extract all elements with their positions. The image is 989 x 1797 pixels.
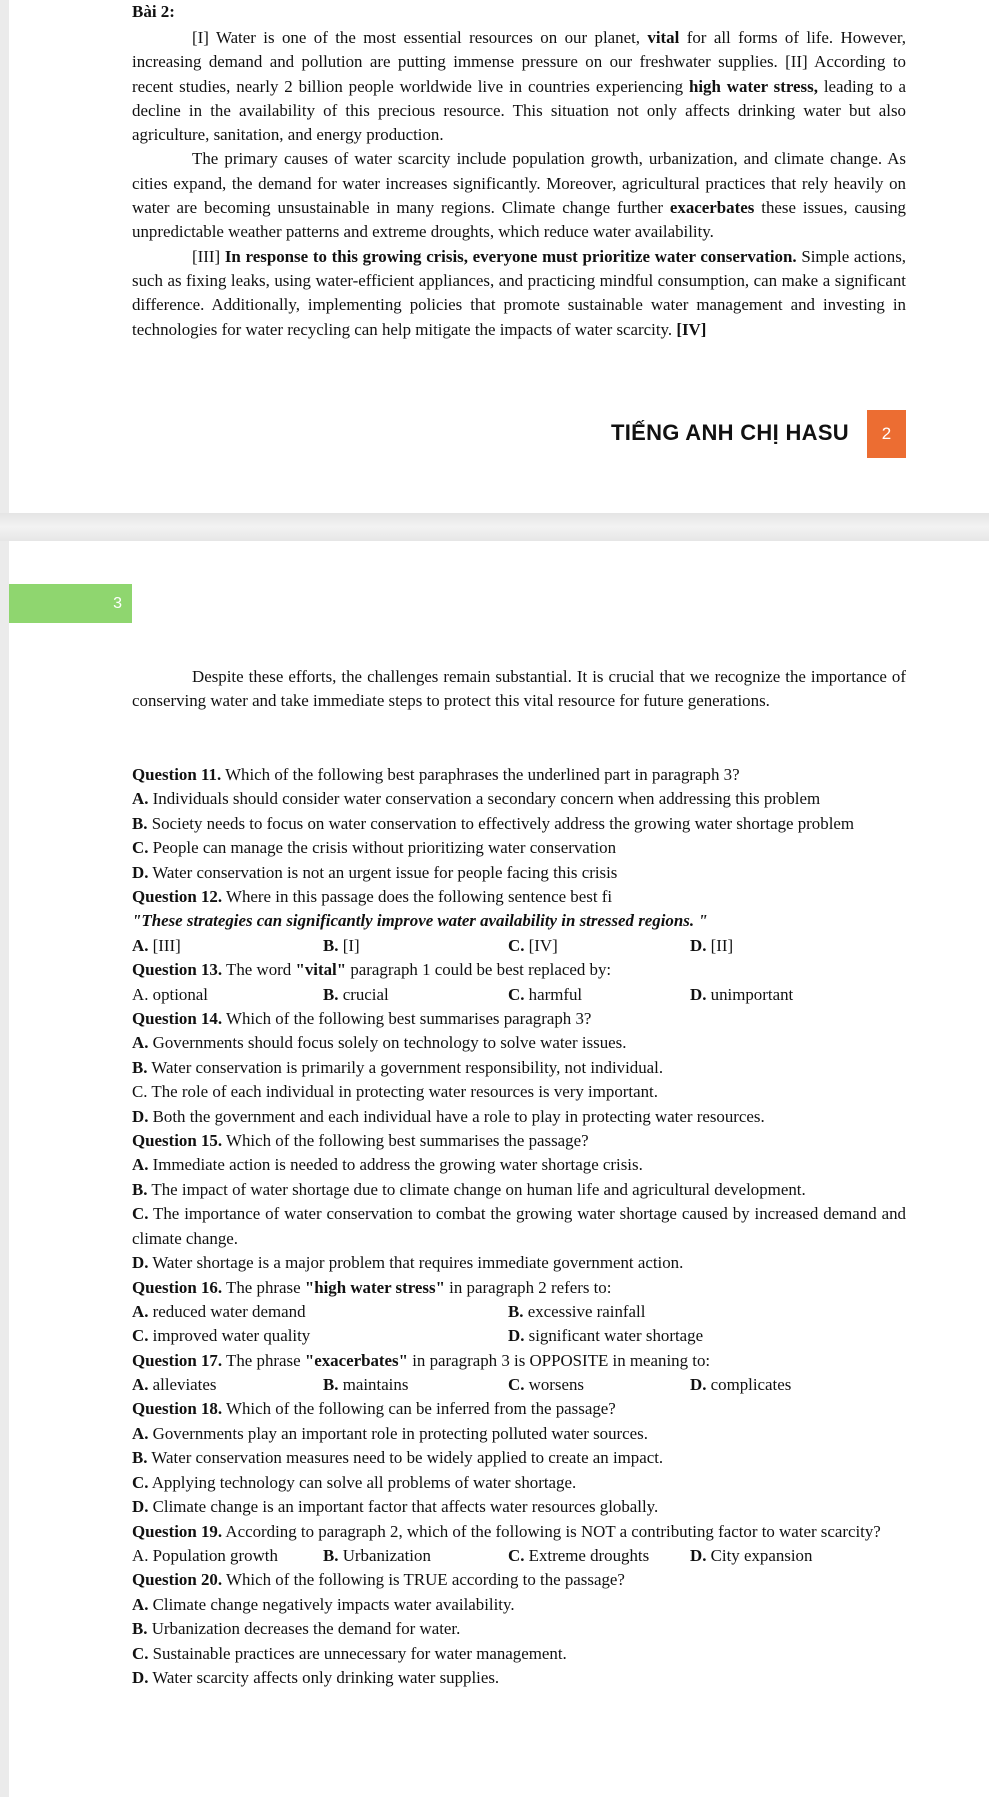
option-16-b[interactable]: B. excessive rainfall [508, 1301, 646, 1321]
options-19 [132, 1544, 906, 1568]
option-17-c[interactable]: C. worsens [508, 1375, 585, 1395]
option-13-d[interactable]: D. unimportant [690, 984, 794, 1004]
question-14: Question 14. Which of the following best summarises paragraph 3? [132, 1009, 592, 1029]
option-19-a[interactable]: A. Population growth [132, 1545, 278, 1565]
page-number-badge: 2 [867, 410, 906, 458]
option-12-d[interactable]: D. [II] [690, 935, 734, 955]
option-15-a[interactable]: A. Immediate action is needed to address the growing water shortage crisis. [132, 1155, 643, 1175]
option-11-d[interactable]: D. Water conservation is not an urgent issue for people facing this crisis [132, 862, 618, 882]
option-19-d[interactable]: D. City expansion [690, 1545, 813, 1565]
option-14-b[interactable]: B. Water conservation is primarily a government responsibility, not individual. [132, 1057, 664, 1077]
option-19-b[interactable]: B. Urbanization [323, 1545, 431, 1565]
word-exacerbates: exacerbates [669, 198, 755, 218]
page-2 [9, 0, 989, 513]
option-16-d[interactable]: D. significant water shortage [508, 1326, 704, 1346]
question-15: Question 15. Which of the following best summarises the passage? [132, 1131, 589, 1151]
question-11: Question 11. Which of the following best paraphrases the underlined part in paragraph 3? [132, 765, 740, 784]
option-19-c[interactable]: C. Extreme droughts [508, 1545, 650, 1565]
option-18-a[interactable]: A. Governments play an important role in protecting polluted water sources. [132, 1423, 648, 1443]
questions [132, 763, 906, 1690]
paragraph-2: The primary causes of water scarcity include population growth, urbanization, and climate change. As cities expand, the demand for water increases significantly. Moreover, agricultural practices that rely heavily on water are becoming unsustainable in many regions. Climate change further exacerbates these issues, causing unpredictable weather patterns and extreme droughts, which reduce water availability. [132, 149, 906, 242]
option-11-b[interactable]: B. Society needs to focus on water conservation to effectively address the growing water shortage problem [132, 813, 855, 833]
options-16-cd [132, 1324, 906, 1348]
paragraph-4: Despite these efforts, the challenges remain substantial. It is crucial that we recognize the importance of conserving water and take immediate steps to protect this vital resource for future generations. [132, 667, 906, 711]
option-13-b[interactable]: B. crucial [323, 984, 389, 1004]
option-20-c[interactable]: C. Sustainable practices are unnecessary for water management. [132, 1643, 567, 1663]
question-12: Question 12. Where in this passage does the following sentence best fi [132, 887, 613, 907]
question-16: Question 16. The phrase "high water stress" in paragraph 2 refers to: [132, 1277, 612, 1297]
option-15-d[interactable]: D. Water shortage is a major problem that requires immediate government action. [132, 1253, 684, 1273]
question-17: Question 17. The phrase "exacerbates" in paragraph 3 is OPPOSITE in meaning to: [132, 1350, 711, 1370]
option-15-b[interactable]: B. The impact of water shortage due to climate change on human life and agricultural development. [132, 1179, 806, 1199]
options-16-ab [132, 1300, 906, 1324]
options-12 [132, 934, 906, 958]
quoted-sentence: "These strategies can significantly improve water availability in stressed regions. " [132, 911, 708, 931]
option-18-d[interactable]: D. Climate change is an important factor that affects water resources globally. [132, 1497, 659, 1517]
option-20-d[interactable]: D. Water scarcity affects only drinking water supplies. [132, 1667, 500, 1687]
question-19: Question 19. According to paragraph 2, which of the following is NOT a contributing factor to water scarcity? [132, 1521, 881, 1541]
option-15-c[interactable]: C. The importance of water conservation to combat the growing water shortage caused by increased demand and climate change. [132, 1204, 906, 1248]
option-14-a[interactable]: A. Governments should focus solely on technology to solve water issues. [132, 1033, 627, 1053]
option-12-a[interactable]: A. [III] [132, 935, 181, 955]
passage-part-1 [132, 26, 906, 342]
option-20-a[interactable]: A. Climate change negatively impacts water availability. [132, 1594, 515, 1614]
option-13-c[interactable]: C. harmful [508, 984, 583, 1004]
option-16-c[interactable]: C. improved water quality [132, 1326, 311, 1346]
option-20-b[interactable]: B. Urbanization decreases the demand for water. [132, 1619, 461, 1639]
exercise-title: Bài 2: [132, 2, 175, 21]
option-11-a[interactable]: A. Individuals should consider water conservation a secondary concern when addressing this problem [132, 789, 821, 809]
word-vital: vital [647, 28, 680, 47]
page-3 [9, 541, 989, 1797]
option-14-d[interactable]: D. Both the government and each individual have a role to play in protecting water resources. [132, 1106, 765, 1126]
option-13-a[interactable]: A. optional [132, 984, 208, 1004]
options-13 [132, 983, 906, 1007]
brand-footer [9, 410, 989, 458]
question-13: Question 13. The word "vital" paragraph 1 could be best replaced by: [132, 960, 612, 980]
paragraph-3: [III] In response to this growing crisis, everyone must prioritize water conservation. Simple actions, such as fixing leaks, using water-efficient appliances, and practicing mindful consumption, can make a significant difference. Additionally, implementing policies that promote sustainable water management and investing in technologies for water recycling can help mitigate the impacts of water scarcity. [IV] [132, 246, 906, 339]
marker-iv: [IV] [676, 319, 707, 339]
option-17-b[interactable]: B. maintains [323, 1375, 409, 1395]
paragraph-1: [I] Water is one of the most essential resources on our planet, vital for all forms of life. However, increasing demand and pollution are putting immense pressure on our freshwater supplies. [II] According to recent studies, nearly 2 billion people worldwide live in countries experiencing high water stress, leading to a decline in the availability of this precious resource. This situation not only affects drinking water but also agriculture, sanitation, and energy production. [132, 28, 906, 145]
options-17 [132, 1373, 906, 1397]
page-number-tab: 3 [9, 584, 132, 623]
option-16-a[interactable]: A. reduced water demand [132, 1301, 306, 1321]
option-14-c[interactable]: C. The role of each individual in protecting water resources is very important. [132, 1082, 658, 1102]
option-12-b[interactable]: B. [I] [323, 935, 360, 955]
question-18: Question 18. Which of the following can be inferred from the passage? [132, 1399, 616, 1419]
phrase-high-water-stress: high water stress, [688, 76, 818, 96]
brand-name: TIẾNG ANH CHỊ HASU [610, 420, 849, 445]
option-17-a[interactable]: A. alleviates [132, 1375, 217, 1395]
option-17-d[interactable]: D. complicates [690, 1375, 792, 1395]
option-18-c[interactable]: C. Applying technology can solve all problems of water shortage. [132, 1472, 577, 1492]
option-18-b[interactable]: B. Water conservation measures need to be widely applied to create an impact. [132, 1448, 664, 1468]
option-12-c[interactable]: C. [IV] [508, 935, 558, 955]
page-gap [0, 513, 989, 541]
option-11-c[interactable]: C. People can manage the crisis without prioritizing water conservation [132, 838, 617, 858]
underlined-sentence: In response to this growing crisis, everyone must prioritize water conservation. [224, 246, 797, 266]
question-20: Question 20. Which of the following is TRUE according to the passage? [132, 1570, 625, 1590]
